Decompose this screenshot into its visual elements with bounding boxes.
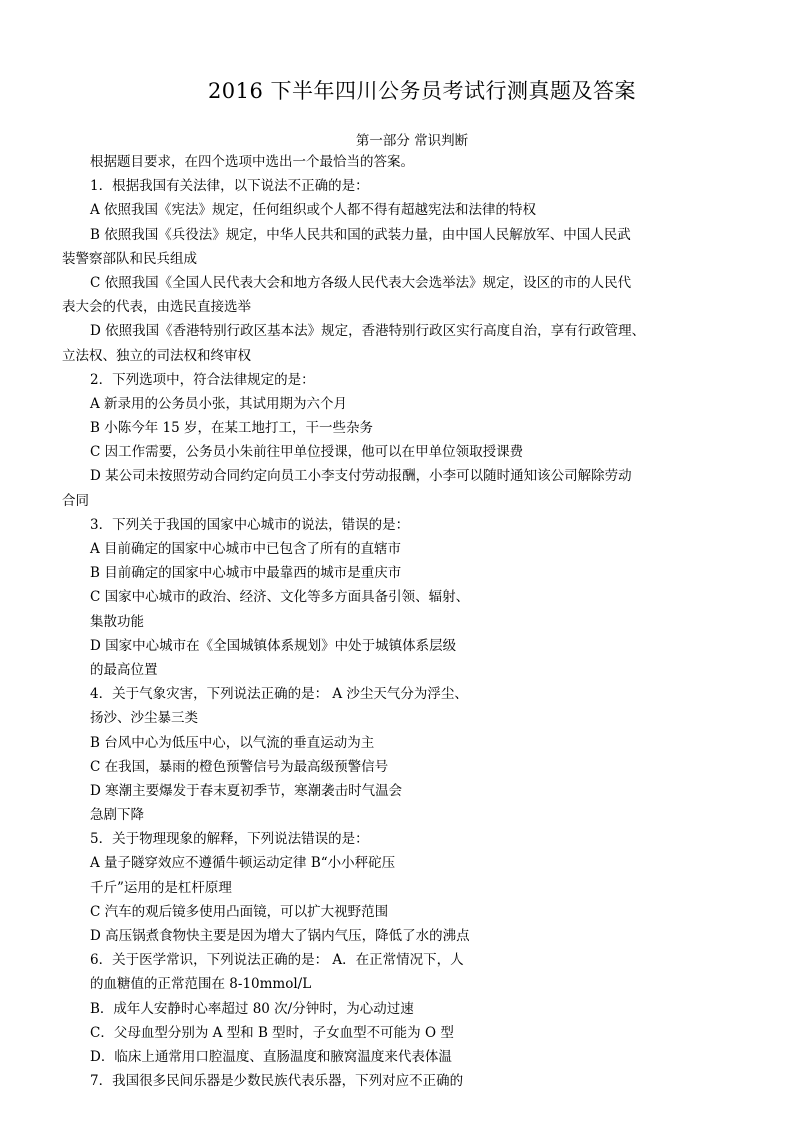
- text-line: A 量子隧穿效应不遵循牛顿运动定律 B“小小秤砣压: [90, 855, 396, 872]
- text-line: C 在我国，暴雨的橙色预警信号为最高级预警信号: [90, 758, 389, 775]
- text-line: 装警察部队和民兵组成: [62, 250, 197, 267]
- section-title: 第一部分 常识判断: [355, 133, 469, 149]
- document-body: [62, 150, 662, 1093]
- text-line: C 依照我国《全国人民代表大会和地方各级人民代表大会选举法》规定，设区的市的人民代: [90, 274, 632, 291]
- text-line: B 目前确定的国家中心城市中最靠西的城市是重庆市: [90, 565, 402, 582]
- text-line: 千斤”运用的是杠杆原理: [90, 879, 232, 896]
- text-line: C 因工作需要，公务员小朱前往甲单位授课，他可以在甲单位领取授课费: [90, 444, 524, 461]
- text-line: A 目前确定的国家中心城市中已包含了所有的直辖市: [90, 541, 402, 557]
- text-line: D．临床上通常用口腔温度、直肠温度和腋窝温度来代表体温: [90, 1048, 452, 1065]
- text-line: 2．下列选项中，符合法律规定的是：: [90, 371, 315, 388]
- text-line: D 高压锅煮食物快主要是因为增大了锅内气压，降低了水的沸点: [90, 928, 470, 944]
- text-line: B 依照我国《兵役法》规定，中华人民共和国的武装力量，由中国人民解放军、中国人民武: [90, 226, 631, 243]
- text-line: C．父母血型分别为 A 型和 B 型时，子女血型不可能为 O 型: [90, 1024, 454, 1041]
- text-line: D 依照我国《香港特别行政区基本法》规定，香港特别行政区实行高度自治，享有行政管理、: [90, 323, 646, 340]
- text-line: 合同: [62, 492, 89, 509]
- text-line: B 小陈今年 15 岁，在某工地打工，干一些杂务: [90, 420, 373, 437]
- text-line: 集散功能: [90, 613, 144, 630]
- text-line: D 某公司未按照劳动合同约定向员工小李支付劳动报酬，小李可以随时通知该公司解除劳动: [90, 468, 632, 485]
- text-line: A 依照我国《宪法》规定，任何组织或个人都不得有超越宪法和法律的特权: [90, 202, 537, 219]
- text-line: B 台风中心为低压中心，以气流的垂直运动为主: [90, 734, 375, 751]
- text-line: 7．我国很多民间乐器是少数民族代表乐器，下列对应不正确的: [90, 1073, 464, 1090]
- text-line: 急剧下降: [90, 807, 144, 824]
- text-line: 3．下列关于我国的国家中心城市的说法，错误的是：: [90, 516, 410, 533]
- text-line: B．成年人安静时心率超过 80 次/分钟时，为心动过速: [90, 1000, 414, 1017]
- text-line: C 国家中心城市的政治、经济、文化等多方面具备引领、辐射、: [90, 589, 470, 606]
- text-line: 5．关于物理现象的解释，下列说法错误的是：: [90, 831, 369, 848]
- document-title: 2016 下半年四川公务员考试行测真题及答案: [207, 79, 637, 103]
- text-line: 6．关于医学常识，下列说法正确的是： A．在正常情况下，人: [90, 952, 464, 969]
- text-line: A 新录用的公务员小张，其试用期为六个月: [90, 395, 348, 412]
- text-line: 1．根据我国有关法律，以下说法不正确的是：: [90, 178, 369, 195]
- text-line: 表大会的代表，由选民直接选举: [62, 299, 251, 316]
- text-line: 的最高位置: [90, 661, 158, 678]
- text-line: 根据题目要求，在四个选项中选出一个最恰当的答案。: [90, 154, 414, 170]
- text-line: 4．关于气象灾害，下列说法正确的是： A 沙尘天气分为浮尘、: [90, 686, 468, 703]
- text-line: 扬沙、沙尘暴三类: [90, 710, 198, 727]
- text-line: D 寒潮主要爆发于春末夏初季节，寒潮袭击时气温会: [90, 782, 403, 799]
- text-line: 立法权、独立的司法权和终审权: [62, 347, 251, 364]
- text-line: 的血糖值的正常范围在 8-10mmol/L: [90, 976, 312, 993]
- text-line: D 国家中心城市在《全国城镇体系规划》中处于城镇体系层级: [90, 637, 457, 654]
- text-line: C 汽车的观后镜多使用凸面镜，可以扩大视野范围: [90, 903, 389, 920]
